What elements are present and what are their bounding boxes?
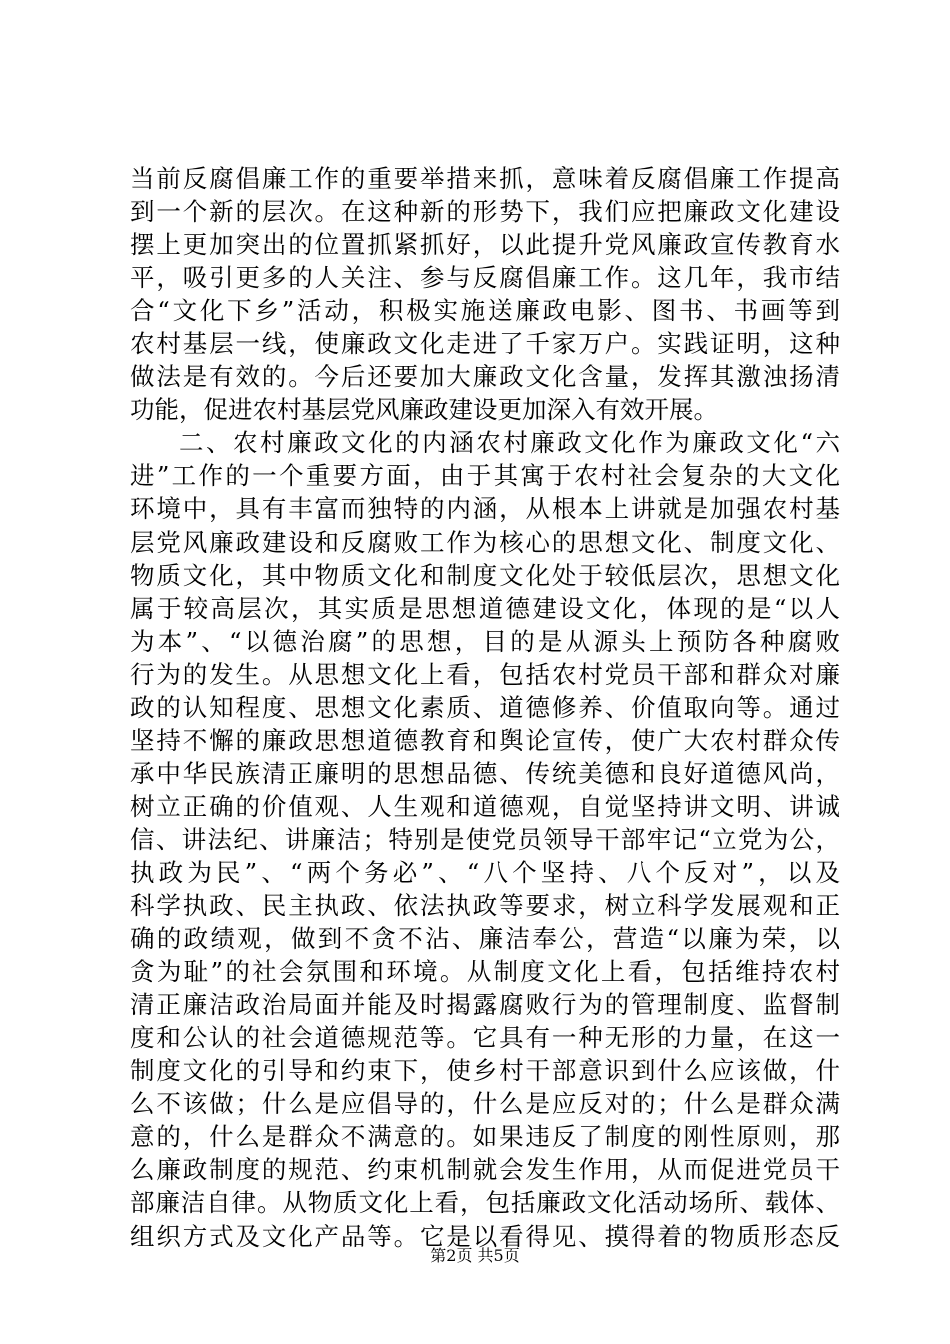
text-line: 意的，什么是群众不满意的。如果违反了制度的刚性原则，那 [130, 1122, 840, 1152]
text-line: 进”工作的一个重要方面，由于其寓于农村社会复杂的大文化 [130, 461, 840, 491]
text-line: 执政为民”、“两个务必”、“八个坚持、八个反对”，以及 [130, 857, 840, 887]
text-line: 当前反腐倡廉工作的重要举措来抓，意味着反腐倡廉工作提高 [130, 164, 840, 193]
text-line: 科学执政、民主执政、依法执政等要求，树立科学发展观和正 [130, 891, 840, 921]
text-line: 二、农村廉政文化的内涵农村廉政文化作为廉政文化“六 [179, 428, 840, 458]
text-line: 树立正确的价值观、人生观和道德观，自觉坚持讲文明、讲诚 [130, 791, 840, 821]
text-line: 信、讲法纪、讲廉洁；特别是使党员领导干部牢记“立党为公， [130, 824, 840, 854]
text-line: 摆上更加突出的位置抓紧抓好，以此提升党风廉政宣传教育水 [130, 230, 840, 260]
text-line: 么不该做；什么是应倡导的，什么是应反对的；什么是群众满 [130, 1089, 840, 1119]
text-line: 组织方式及文化产品等。它是以看得见、摸得着的物质形态反 [130, 1221, 840, 1251]
text-line: 功能，促进农村基层党风廉政建设更加深入有效开展。 [130, 395, 718, 425]
text-line: 贪为耻”的社会氛围和环境。从制度文化上看，包括维持农村 [130, 957, 840, 987]
text-line: 行为的发生。从思想文化上看，包括农村党员干部和群众对廉 [130, 659, 840, 689]
text-line: 部廉洁自律。从物质文化上看，包括廉政文化活动场所、载体、 [130, 1188, 840, 1218]
text-line: 坚持不懈的廉政思想道德教育和舆论宣传，使广大农村群众传 [130, 725, 840, 755]
text-line: 属于较高层次，其实质是思想道德建设文化，体现的是“以人 [130, 593, 840, 623]
text-line: 合“文化下乡”活动，积极实施送廉政电影、图书、书画等到 [130, 296, 840, 326]
text-line: 平，吸引更多的人关注、参与反腐倡廉工作。这几年，我市结 [130, 263, 840, 293]
text-line: 做法是有效的。今后还要加大廉政文化含量，发挥其激浊扬清 [130, 362, 840, 392]
text-line: 到一个新的层次。在这种新的形势下，我们应把廉政文化建设 [130, 197, 840, 227]
text-line: 清正廉洁政治局面并能及时揭露腐败行为的管理制度、监督制 [130, 990, 840, 1020]
text-line: 环境中，具有丰富而独特的内涵，从根本上讲就是加强农村基 [130, 494, 840, 524]
text-line: 农村基层一线，使廉政文化走进了千家万户。实践证明，这种 [130, 329, 840, 359]
page-footer: 第2页 共5页 [430, 1246, 520, 1265]
text-line: 政的认知程度、思想文化素质、道德修养、价值取向等。通过 [130, 692, 840, 722]
text-line: 么廉政制度的规范、约束机制就会发生作用，从而促进党员干 [130, 1155, 840, 1185]
body-text [130, 162, 840, 1253]
text-line: 度和公认的社会道德规范等。它具有一种无形的力量，在这一 [130, 1023, 840, 1053]
text-line: 承中华民族清正廉明的思想品德、传统美德和良好道德风尚， [130, 758, 840, 788]
text-line: 为本”、“以德治腐”的思想，目的是从源头上预防各种腐败 [130, 626, 840, 656]
text-line: 制度文化的引导和约束下，使乡村干部意识到什么应该做，什 [130, 1056, 840, 1086]
text-line: 层党风廉政建设和反腐败工作为核心的思想文化、制度文化、 [130, 527, 840, 557]
text-line: 物质文化，其中物质文化和制度文化处于较低层次，思想文化 [130, 560, 840, 590]
text-line: 确的政绩观，做到不贪不沾、廉洁奉公，营造“以廉为荣，以 [130, 924, 840, 954]
